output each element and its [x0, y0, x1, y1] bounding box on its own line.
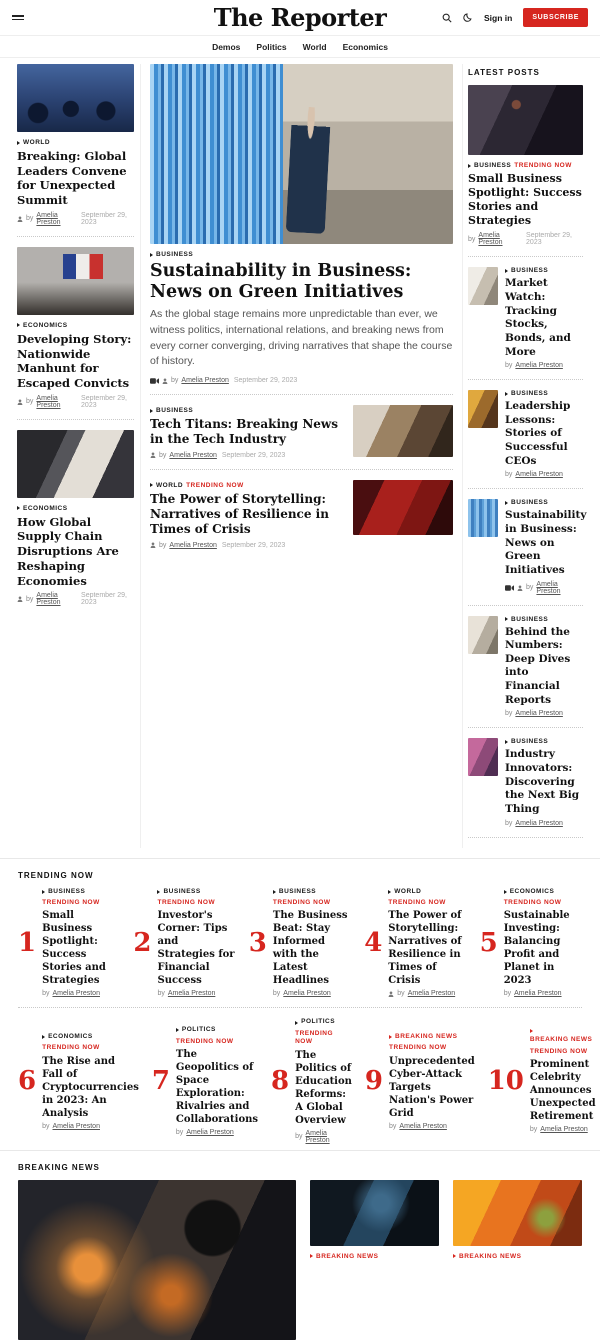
author-link[interactable]: Amelia Preston [407, 990, 456, 998]
article-title[interactable]: The Business Beat: Stay Informed with the Latest Headlines [272, 910, 348, 987]
byline: by Amelia Preston September 29, 2023 [17, 592, 134, 606]
rank-number: 3 [248, 927, 267, 958]
category-bullet-icon [17, 323, 20, 327]
byline: by Amelia Preston [503, 990, 562, 998]
byline: by Amelia Preston September 29, 2023 [150, 377, 453, 384]
rank-number: 10 [487, 1066, 524, 1097]
rank-number: 5 [479, 927, 498, 958]
divider [18, 1007, 582, 1008]
front-page [0, 58, 600, 858]
category-label: BUSINESS [150, 251, 453, 258]
author-icon [517, 585, 523, 591]
divider [150, 469, 453, 470]
trending-item [365, 1018, 475, 1143]
category-label: BREAKING NEWS TRENDING NOW [389, 1032, 458, 1052]
subscribe-button[interactable]: SUBSCRIBE [523, 8, 588, 27]
byline: by Amelia Preston September 29, 2023 [17, 212, 134, 226]
author-link[interactable]: Amelia Preston [36, 394, 61, 409]
breaking-news-grid [18, 1180, 582, 1340]
author-link[interactable]: Amelia Preston [399, 1122, 447, 1130]
trending-item [18, 888, 120, 998]
category-bullet-icon [505, 269, 508, 273]
sign-in-link[interactable]: Sign in [484, 12, 513, 23]
author-link[interactable]: Amelia Preston [181, 377, 229, 384]
divider [468, 379, 583, 380]
category-bullet-icon [504, 890, 507, 894]
category-label: POLITICS TRENDING NOW [295, 1018, 352, 1046]
category-bullet-icon [453, 1254, 456, 1258]
author-link[interactable]: Amelia Preston [283, 990, 331, 998]
category-bullet-icon [150, 409, 153, 413]
byline: by Amelia Preston [505, 581, 583, 595]
category-bullet-icon [42, 1035, 45, 1039]
trending-section [0, 858, 600, 1150]
rank-number: 7 [151, 1066, 170, 1097]
trending-heading: TRENDING NOW [18, 870, 94, 880]
divider [468, 837, 583, 838]
article-title[interactable]: Breaking: Global Leaders Convene for Unexpected Summit [17, 149, 127, 208]
divider [468, 256, 583, 257]
byline: by Amelia Preston [388, 990, 466, 997]
trending-row-1 [18, 888, 582, 998]
article-title[interactable]: Industry Innovators: Discovering the Next Big Thing [505, 748, 580, 815]
category-bullet-icon [505, 740, 508, 744]
article-image[interactable] [17, 247, 134, 315]
author-icon [150, 542, 156, 548]
article-title[interactable]: The Power of Storytelling: Narratives of Resilience in Times of Crisis [150, 491, 329, 537]
author-icon [17, 216, 23, 222]
article-title[interactable]: Investor's Corner: Tips and Strategies for Financial Success [157, 910, 235, 987]
trending-label[interactable]: TRENDING NOW [389, 1044, 447, 1052]
site-header [0, 0, 600, 36]
divider [150, 394, 453, 395]
article-date: September 29, 2023 [526, 232, 572, 247]
breaking-news-heading: BREAKING NEWS [18, 1162, 100, 1172]
byline: by Amelia Preston [529, 1126, 588, 1134]
article-image[interactable] [310, 1180, 439, 1246]
author-link[interactable]: Amelia Preston [515, 362, 563, 370]
article-card [468, 85, 583, 246]
header-actions [442, 8, 588, 27]
byline: by Amelia Preston [42, 990, 100, 998]
trending-label[interactable]: TRENDING NOW [388, 899, 446, 907]
author-link[interactable]: Amelia Preston [478, 232, 503, 247]
byline: by Amelia Preston [272, 990, 331, 998]
rank-number: 6 [18, 1066, 37, 1097]
nav-item-demos[interactable]: Demos [212, 41, 241, 52]
nav-item-economics[interactable]: Economics [342, 41, 388, 52]
author-link[interactable]: Amelia Preston [52, 1122, 100, 1130]
trending-item [271, 1018, 352, 1143]
article-thumbnail[interactable] [468, 499, 498, 537]
trending-item [18, 1018, 139, 1143]
category-label: ECONOMICS [17, 322, 134, 329]
category-label: WORLD TRENDING NOW [388, 887, 446, 907]
author-link[interactable]: Amelia Preston [186, 1129, 234, 1137]
author-link[interactable]: Amelia Preston [36, 592, 61, 607]
author-link[interactable]: Amelia Preston [515, 819, 563, 827]
latest-posts-heading: LATEST POSTS [468, 68, 540, 77]
nav-item-politics[interactable]: Politics [256, 41, 287, 52]
category-bullet-icon [505, 501, 508, 505]
left-column [17, 64, 134, 848]
author-icon [17, 596, 23, 602]
article-title[interactable]: The Rise and Fall of Cryptocurrencies in 2023: An Analysis [42, 1055, 139, 1119]
trending-label[interactable]: TRENDING NOW [529, 1047, 588, 1055]
article-thumbnail[interactable] [468, 267, 498, 305]
trending-item [480, 888, 582, 998]
article-card [17, 247, 134, 409]
author-link[interactable]: Amelia Preston [52, 990, 100, 998]
site-logo[interactable]: The Reporter [213, 3, 387, 32]
divider [468, 488, 583, 489]
article-date: September 29, 2023 [81, 394, 127, 409]
category-label: ECONOMICS TRENDING NOW [503, 887, 562, 907]
trending-label[interactable]: TRENDING NOW [503, 899, 562, 907]
article-card [150, 480, 453, 549]
category-label: BUSINESS [505, 267, 583, 274]
menu-icon[interactable] [12, 11, 24, 24]
category-label: BUSINESS TRENDING NOW [42, 887, 100, 907]
category-bullet-icon [157, 890, 160, 894]
rank-number: 2 [133, 927, 152, 958]
article-title[interactable]: Small Business Spotlight: Success Stories and Strategies [42, 910, 106, 987]
search-icon[interactable] [442, 13, 452, 23]
category-bullet-icon [530, 1029, 533, 1033]
trending-label[interactable]: TRENDING NOW [157, 899, 216, 907]
category-bullet-icon [17, 506, 20, 510]
category-label: BREAKING NEWS TRENDING NOW [530, 1029, 596, 1056]
article-image[interactable] [18, 1180, 296, 1340]
author-link[interactable]: Amelia Preston [515, 710, 563, 718]
byline: by Amelia Preston [505, 819, 563, 827]
article-image[interactable] [453, 1180, 582, 1246]
article-title[interactable]: Prominent Celebrity Announces Unexpected Retirement [529, 1059, 596, 1123]
dark-mode-moon-icon[interactable] [463, 13, 473, 23]
list-item [468, 390, 583, 478]
center-column [140, 64, 463, 848]
category-label: WORLD [17, 139, 134, 146]
byline: by Amelia Preston [505, 362, 563, 370]
rank-number: 8 [271, 1066, 290, 1097]
featured-article-image[interactable] [150, 64, 453, 244]
trending-item [133, 888, 235, 998]
category-label: BUSINESS [505, 738, 583, 745]
author-link[interactable]: Amelia Preston [540, 1126, 588, 1134]
category-bullet-icon [295, 1021, 298, 1025]
category-bullet-icon [505, 392, 508, 396]
category-label: BUSINESS [505, 390, 583, 397]
article-thumbnail[interactable] [353, 480, 453, 535]
article-image[interactable] [17, 430, 134, 498]
byline: by Amelia Preston [42, 1122, 100, 1130]
list-item [468, 499, 587, 595]
trending-label[interactable]: TRENDING NOW [42, 1044, 100, 1052]
article-title[interactable]: Behind the Numbers: Deep Dives into Financial Reports [505, 625, 571, 706]
category-label: POLITICS TRENDING NOW [175, 1026, 234, 1045]
divider [468, 605, 583, 606]
category-bullet-icon [468, 164, 471, 168]
category-label: BUSINESS TRENDING NOW [272, 887, 331, 907]
category-label: BUSINESS TRENDING NOW [468, 162, 583, 169]
category-bullet-icon [389, 1035, 392, 1039]
category-label: BUSINESS [150, 407, 343, 414]
rank-number: 4 [364, 927, 383, 958]
rank-number: 1 [18, 927, 37, 958]
latest-posts-sidebar [468, 64, 587, 848]
article-card [17, 64, 134, 226]
divider [468, 727, 583, 728]
trending-item [249, 888, 351, 998]
byline: by Amelia Preston September 29, 2023 [150, 452, 343, 459]
featured-article-title[interactable]: Sustainability in Business: News on Green Initiatives [150, 261, 412, 302]
trending-label[interactable]: TRENDING NOW [186, 481, 244, 489]
breaking-card [453, 1180, 582, 1340]
article-date: September 29, 2023 [221, 451, 286, 459]
category-label: BUSINESS [505, 499, 583, 506]
main-nav [0, 36, 600, 58]
article-image[interactable] [468, 85, 583, 155]
author-link[interactable]: Amelia Preston [169, 451, 217, 459]
divider [17, 419, 134, 420]
category-bullet-icon [388, 890, 391, 894]
article-title[interactable]: Sustainable Investing: Balancing Profit and Planet in 2023 [503, 910, 570, 987]
breaking-news-section [0, 1150, 600, 1340]
article-date: September 29, 2023 [81, 211, 127, 226]
breaking-card [310, 1180, 439, 1340]
category-bullet-icon [273, 890, 276, 894]
list-item [468, 616, 583, 718]
article-thumbnail[interactable] [468, 738, 498, 776]
trending-label[interactable]: TRENDING NOW [295, 1029, 334, 1046]
featured-article [150, 64, 453, 384]
article-title[interactable]: The Geopolitics of Space Exploration: Rivalries and Collaborations [175, 1049, 259, 1126]
category-bullet-icon [17, 141, 20, 145]
article-card [17, 430, 134, 607]
author-link[interactable]: Amelia Preston [514, 990, 562, 998]
featured-article-excerpt: As the global stage remains more unpredictable than ever, we witness politics, international relations, and breaking news from every corner converging, driving narratives that shape the course of history. [150, 308, 453, 368]
trending-row-2 [18, 1018, 596, 1144]
category-label: BUSINESS TRENDING NOW [157, 887, 216, 907]
category-bullet-icon [42, 890, 45, 894]
article-date: September 29, 2023 [221, 541, 286, 549]
article-image[interactable] [17, 64, 134, 132]
byline: by Amelia Preston [505, 471, 563, 479]
breaking-card [18, 1180, 296, 1340]
article-title[interactable]: Tech Titans: Breaking News in the Tech Industry [150, 417, 339, 447]
trending-label[interactable]: TRENDING NOW [272, 899, 331, 907]
article-title[interactable]: Unprecedented Cyber-Attack Targets Nation's Power Grid [389, 1055, 475, 1119]
article-title[interactable]: Sustainability in Business: News on Green Initiatives [505, 509, 587, 576]
byline: by Amelia Preston September 29, 2023 [17, 395, 134, 409]
rank-number: 9 [364, 1066, 384, 1097]
video-icon [505, 585, 514, 591]
byline: by Amelia Preston [157, 990, 216, 998]
category-bullet-icon [176, 1028, 179, 1032]
author-link[interactable]: Amelia Preston [515, 471, 563, 479]
category-label: WORLD TRENDING NOW [150, 482, 343, 489]
list-item [468, 738, 583, 826]
author-icon [162, 378, 168, 384]
byline: by Amelia Preston [175, 1129, 234, 1137]
divider [17, 236, 134, 237]
trending-label[interactable]: TRENDING NOW [42, 899, 100, 907]
author-link[interactable]: Amelia Preston [167, 990, 216, 998]
video-icon [150, 378, 159, 384]
article-title[interactable]: Developing Story: Nationwide Manhunt for Escaped Convicts [17, 331, 132, 391]
author-icon [388, 991, 394, 997]
author-icon [150, 452, 156, 458]
category-bullet-icon [310, 1254, 313, 1258]
trending-label[interactable]: TRENDING NOW [175, 1037, 234, 1045]
category-bullet-icon [150, 253, 153, 257]
category-label: ECONOMICS [17, 505, 134, 512]
article-title[interactable]: How Global Supply Chain Disruptions Are Reshaping Economies [17, 514, 119, 588]
nav-item-world[interactable]: World [302, 41, 327, 52]
byline: by Amelia Preston September 29, 2023 [468, 232, 583, 246]
category-label: BREAKING NEWS [310, 1253, 439, 1260]
byline: by Amelia Preston [389, 1122, 447, 1130]
article-title[interactable]: Leadership Lessons: Stories of Successful CEOs [505, 400, 571, 467]
trending-item [152, 1018, 258, 1143]
byline: by Amelia Preston [505, 710, 563, 718]
trending-item [488, 1018, 596, 1143]
category-bullet-icon [505, 617, 508, 621]
article-thumbnail[interactable] [468, 616, 498, 654]
author-icon [17, 399, 23, 405]
byline: by Amelia Preston [295, 1130, 352, 1144]
byline: by Amelia Preston September 29, 2023 [150, 542, 343, 549]
list-item [468, 267, 583, 369]
author-link[interactable]: Amelia Preston [305, 1129, 330, 1144]
category-label: ECONOMICS TRENDING NOW [42, 1032, 100, 1052]
article-title[interactable]: Small Business Spotlight: Success Stories and Strategies [468, 172, 582, 228]
category-label: BUSINESS [505, 616, 583, 623]
author-link[interactable]: Amelia Preston [36, 211, 61, 226]
article-title[interactable]: Market Watch: Tracking Stocks, Bonds, and More [505, 277, 571, 358]
trending-label[interactable]: TRENDING NOW [514, 162, 572, 169]
article-thumbnail[interactable] [468, 390, 498, 428]
article-thumbnail[interactable] [353, 405, 453, 457]
category-label: BREAKING NEWS [453, 1253, 582, 1260]
article-card [150, 405, 453, 459]
article-date: September 29, 2023 [233, 377, 298, 384]
article-date: September 29, 2023 [81, 592, 127, 607]
author-link[interactable]: Amelia Preston [169, 541, 217, 549]
trending-item [364, 888, 466, 998]
article-title[interactable]: The Power of Storytelling: Narratives of Resilience in Times of Crisis [388, 910, 462, 987]
article-title[interactable]: The Politics of Education Reforms: A Global Overview [295, 1049, 352, 1126]
category-bullet-icon [150, 483, 153, 487]
author-link[interactable]: Amelia Preston [536, 580, 561, 595]
